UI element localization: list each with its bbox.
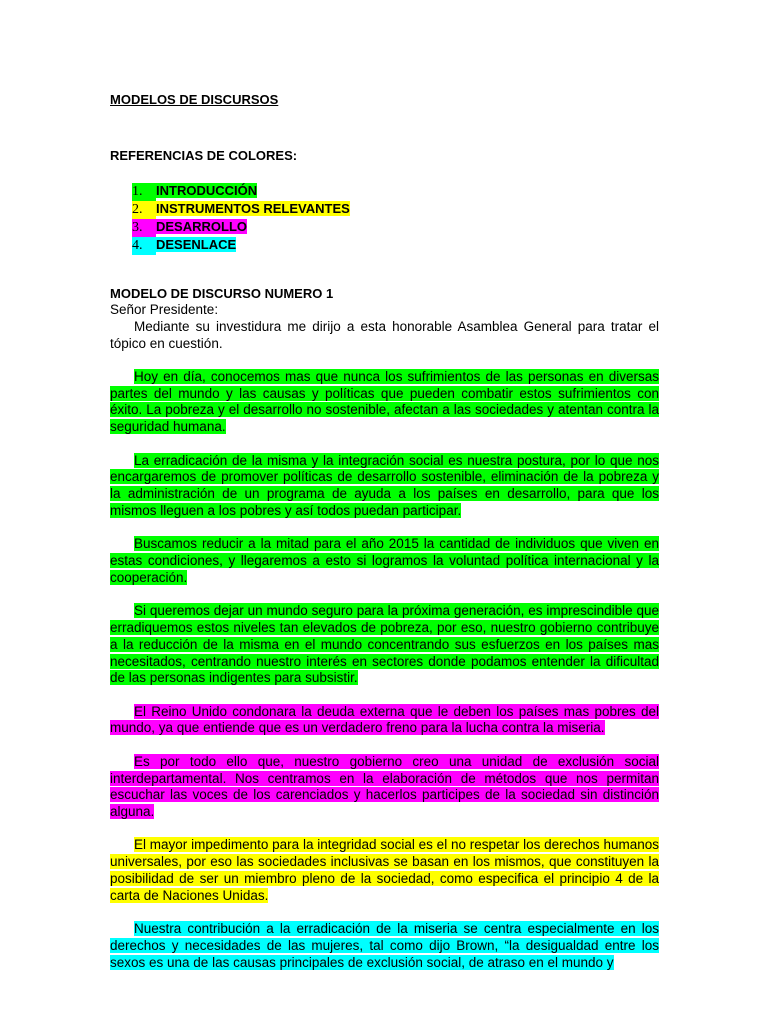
legend-item: [132, 200, 659, 218]
legend-number: 1.: [132, 183, 156, 201]
legend-label: INSTRUMENTOS RELEVANTES: [156, 201, 350, 216]
colors-heading: REFERENCIAS DE COLORES:: [110, 148, 298, 163]
legend-item: [132, 182, 659, 200]
legend-label: DESENLACE: [156, 237, 237, 252]
paragraph-text: Buscamos reducir a la mitad para el año 2015 la cantidad de individuos que viven en estas condiciones, y llegaremos a esto si logramos la voluntad política internacional y la cooperación.: [110, 536, 659, 585]
legend-item: [132, 236, 659, 254]
legend-label: DESARROLLO: [156, 219, 247, 234]
speech-paragraph: [110, 704, 659, 738]
legend-number: 3.: [132, 219, 156, 237]
intro-paragraph: Mediante su investidura me dirijo a esta honorable Asamblea General para tratar el tópico en cuestión.: [110, 318, 659, 351]
document-title: MODELOS DE DISCURSOS: [110, 92, 279, 107]
legend-number: 2.: [132, 201, 156, 219]
paragraph-text: Nuestra contribución a la erradicación de la miseria se centra especialmente en los derechos y necesidades de las mujeres, tal como dijo Brown, “la desigualdad entre los sexos es una de las causas principales de exclusión social, de atraso en el mundo y: [110, 921, 659, 970]
speech-paragraph: [110, 369, 659, 436]
speech-paragraph: [110, 837, 659, 904]
color-legend: [110, 182, 659, 254]
legend-item: [132, 218, 659, 236]
legend-number: 4.: [132, 237, 156, 255]
model-title: MODELO DE DISCURSO NUMERO 1: [110, 286, 334, 301]
legend-label: INTRODUCCIÓN: [156, 183, 258, 198]
speech-paragraph: [110, 536, 659, 586]
speech-paragraph: [110, 754, 659, 821]
paragraph-text: Hoy en día, conocemos mas que nunca los sufrimientos de las personas en diversas partes del mundo y las causas y políticas que pueden combatir estos sufrimientos con éxito. La pobreza y el desarrollo no sostenible, afectan a las sociedades y atentan contra la seguridad humana.: [110, 368, 659, 435]
speech-paragraph: [110, 453, 659, 520]
paragraph-text: Si queremos dejar un mundo seguro para la próxima generación, es imprescindible que erradiquemos estos niveles tan elevados de pobreza, por eso, nuestro gobierno contribuye a la reducción de la misma en el mundo concentrando sus esfuerzos en los países mas necesitados, centrando nuestro interés en sectores donde podamos entender la dificultad de las personas indigentes para subsistir.: [110, 603, 659, 686]
paragraph-text: El mayor impedimento para la integridad social es el no respetar los derechos humanos universales, por eso las sociedades inclusivas se basan en los mismos, que constituyen la posibilidad de ser un miembro pleno de la sociedad, como especifica el principio 4 de la carta de Naciones Unidas.: [110, 837, 659, 903]
salutation: Señor Presidente:: [110, 302, 219, 317]
paragraph-text: Es por todo ello que, nuestro gobierno creo una unidad de exclusión social interdepartamental. Nos centramos en la elaboración de métodos que nos permitan escuchar las voces de los carenciados y hacerlos participes de la sociedad sin distinción alguna.: [110, 753, 659, 820]
speech-paragraph: [110, 603, 659, 687]
paragraph-text: El Reino Unido condonara la deuda externa que le deben los países mas pobres del mundo, ya que entiende que es un verdadero freno para la lucha contra la miseria.: [110, 703, 659, 736]
document-page: [110, 92, 659, 972]
paragraph-text: La erradicación de la misma y la integración social es nuestra postura, por lo que nos encargaremos de promover políticas de desarrollo sostenible, eliminación de la pobreza y la administración de un programa de ayuda a los países en desarrollo, para que los mismos lleguen a los pobres y así todos puedan participar.: [110, 452, 659, 518]
speech-paragraph: [110, 921, 659, 971]
